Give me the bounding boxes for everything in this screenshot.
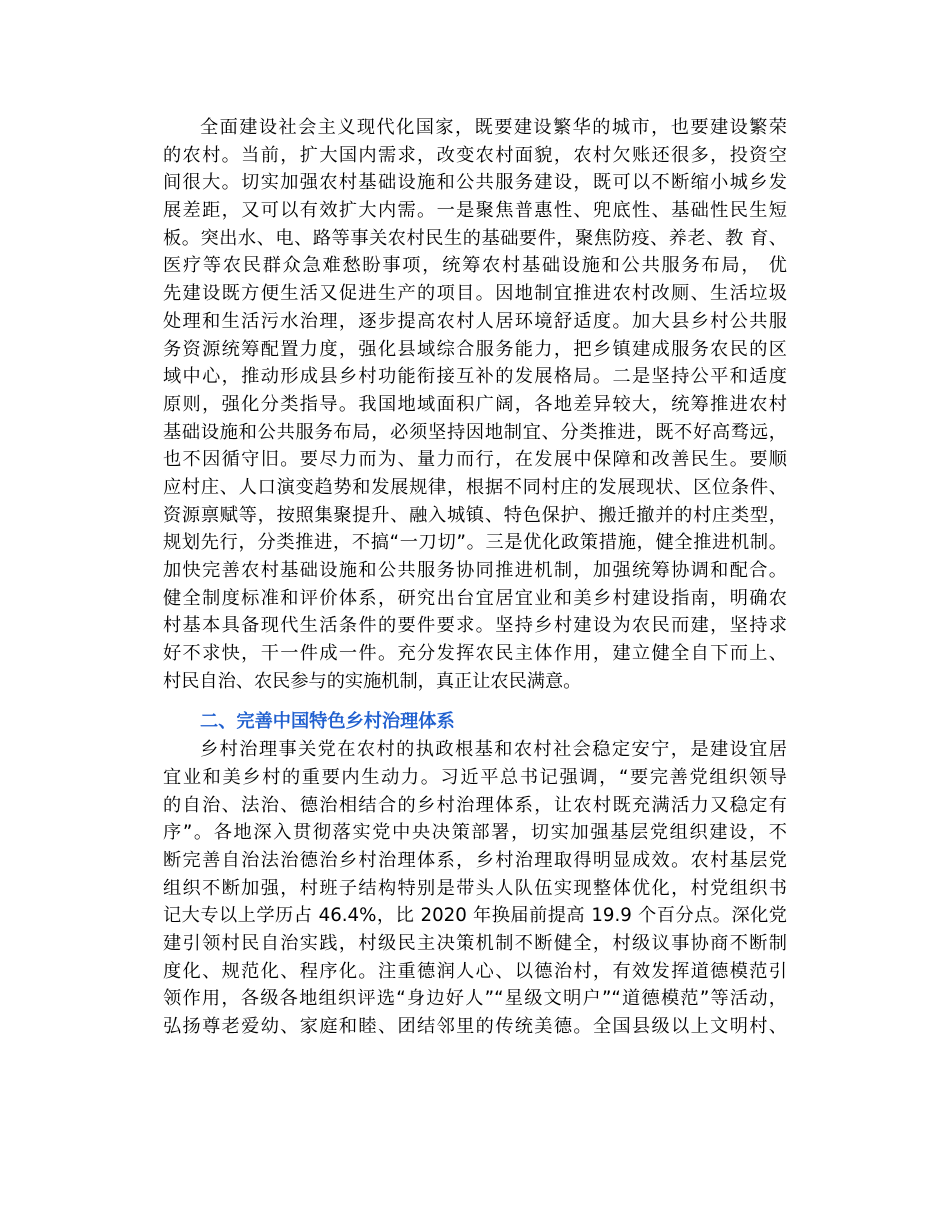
paragraph-line: 宜业和美乡村的重要内生动力。习近平总书记强调，“要完善党组织领导 (163, 766, 787, 788)
paragraph-line: 先建设既方便生活又促进生产的项目。因地制宜推进农村改厕、生活垃圾 (163, 283, 787, 305)
paragraph-line: 健全制度标准和评价体系，研究出台宜居宜业和美乡村建设指南，明确农 (163, 587, 787, 609)
paragraph-line: 好不求快，干一件成一件。充分发挥农民主体作用，建立健全自下而上、 (163, 643, 787, 665)
paragraph-line: 板。突出水、电、路等事关农村民生的基础要件，聚焦防疫、养老、教 育、 (163, 227, 787, 249)
paragraph-line: 记大专以上学历占 46.4%，比 2020 年换届前提高 19.9 个百分点。深化党 (163, 905, 787, 927)
paragraph-line: 村民自治、农民参与的实施机制，真正让农民满意。 (163, 670, 582, 692)
paragraph-line: 基础设施和公共服务布局，必须坚持因地制宜、分类推进，既不好高骛远， (163, 421, 787, 443)
paragraph-line: 间很大。切实加强农村基础设施和公共服务建设，既可以不断缩小城乡发 (163, 172, 787, 194)
paragraph-line: 建引领村民自治实践，村级民主决策机制不断健全，村级议事协商不断制 (163, 932, 787, 954)
paragraph-line: 弘扬尊老爱幼、家庭和睦、团结邻里的传统美德。全国县级以上文明村、 (163, 1016, 787, 1037)
paragraph-line: 的自治、法治、德治相结合的乡村治理体系，让农村既充满活力又稳定有 (163, 794, 787, 816)
paragraph-line: 域中心，推动形成县乡村功能衔接互补的发展格局。二是坚持公平和适度 (163, 366, 787, 388)
document-body (163, 114, 787, 1041)
paragraph-line: 也不因循守旧。要尽力而为、量力而行，在发展中保障和改善民生。要顺 (163, 449, 787, 471)
paragraph-line: 序”。各地深入贯彻落实党中央决策部署，切实加强基层党组织建设，不 (163, 822, 787, 844)
paragraph-line: 应村庄、人口演变趋势和发展规律，根据不同村庄的发展现状、区位条件、 (163, 476, 787, 498)
paragraph-line: 规划先行，分类推进，不搞“一刀切”。三是优化政策措施，健全推进机制。 (163, 532, 787, 554)
paragraph-line: 医疗等农民群众急难愁盼事项，统筹农村基础设施和公共服务布局， 优 (163, 255, 787, 277)
paragraph-line: 村基本具备现代生活条件的要件要求。坚持乡村建设为农民而建，坚持求 (163, 615, 787, 637)
paragraph-line: 度化、规范化、程序化。注重德润人心、以德治村，有效发挥道德模范引 (163, 960, 787, 982)
paragraph-line: 资源禀赋等，按照集聚提升、融入城镇、特色保护、搬迁撤并的村庄类型， (163, 504, 787, 526)
paragraph-line: 务资源统筹配置力度，强化县域综合服务能力，把乡镇建成服务农民的区 (163, 338, 787, 360)
paragraph-line: 的农村。当前，扩大国内需求，改变农村面貌，农村欠账还很多，投资空 (163, 144, 787, 166)
paragraph-line: 加快完善农村基础设施和公共服务协同推进机制，加强统筹协调和配合。 (163, 560, 787, 581)
paragraph-rural-infrastructure (163, 114, 787, 695)
paragraph-line: 处理和生活污水治理，逐步提高农村人居环境舒适度。加大县乡村公共服 (163, 310, 787, 332)
paragraph-line: 原则，强化分类指导。我国地域面积广阔，各地差异较大，统筹推进农村 (163, 393, 787, 415)
paragraph-line: 乡村治理事关党在农村的执政根基和农村社会稳定安宁，是建设宜居 (200, 739, 787, 761)
paragraph-line: 断完善自治法治德治乡村治理体系，乡村治理取得明显成效。农村基层党 (163, 849, 787, 871)
paragraph-line: 展差距，又可以有效扩大内需。一是聚焦普惠性、兜底性、基础性民生短 (163, 200, 787, 222)
paragraph-rural-governance (163, 736, 787, 1041)
paragraph-line: 领作用，各级各地组织评选“身边好人”“星级文明户”“道德模范”等活动， (163, 988, 787, 1010)
section-heading: 二、完善中国特色乡村治理体系 (200, 711, 455, 733)
paragraph-line: 组织不断加强，村班子结构特别是带头人队伍实现整体优化，村党组织书 (163, 877, 787, 899)
paragraph-line: 全面建设社会主义现代化国家，既要建设繁华的城市，也要建设繁荣 (200, 117, 787, 138)
